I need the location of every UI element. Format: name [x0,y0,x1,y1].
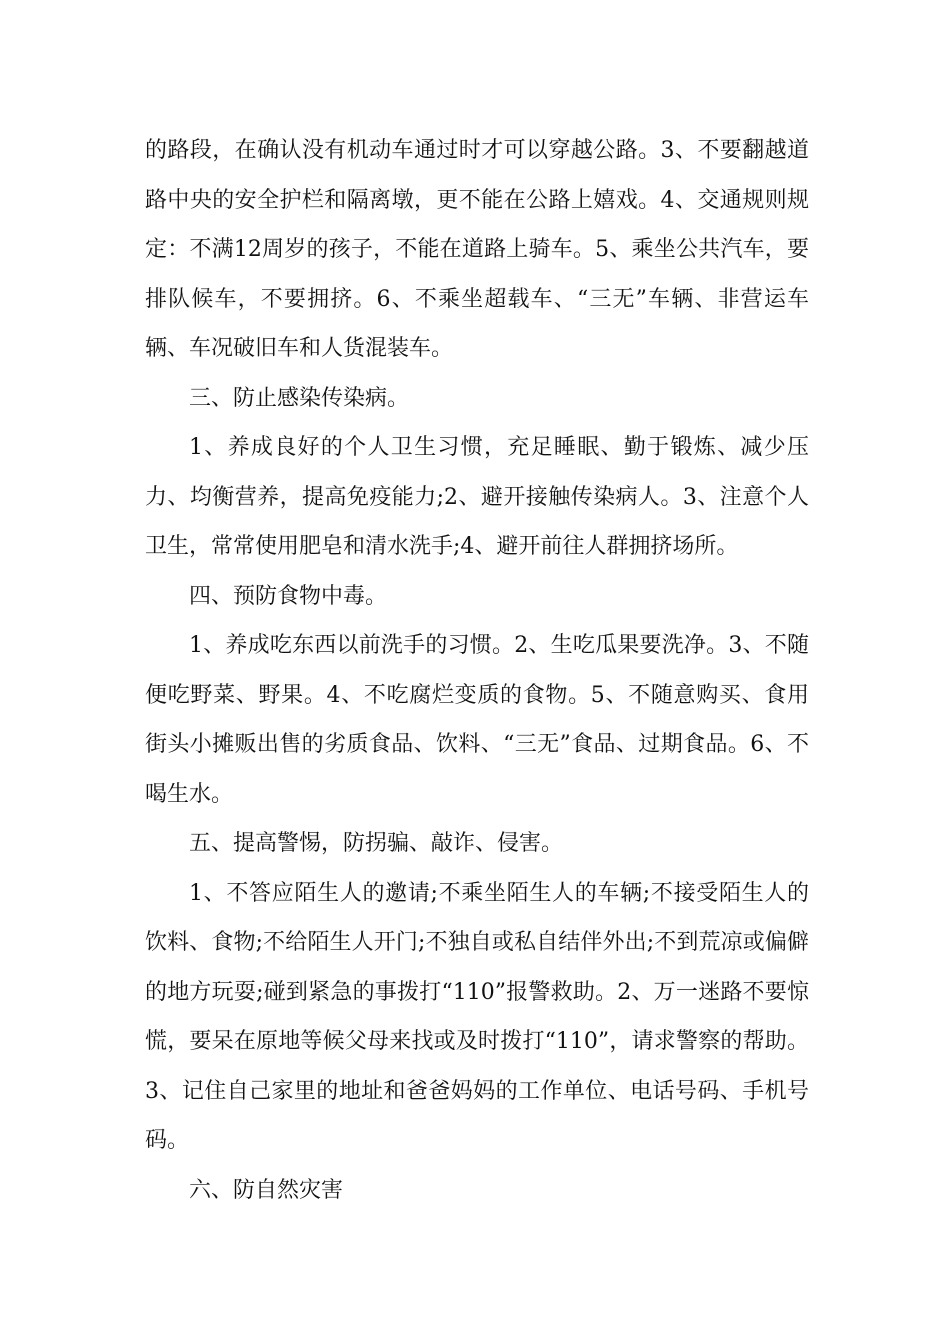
paragraph-traffic-safety-continued: 的路段，在确认没有机动车通过时才可以穿越公路。3、不要翻越道路中央的安全护栏和隔离墩，更不能在公路上嬉戏。4、交通规则规定：不满12周岁的孩子，不能在道路上骑车。5、乘坐公共汽车，要排队候车，不要拥挤。6、不乘坐超载车、“三无”车辆、非营运车辆、车况破旧车和人货混装车。 [145,138,809,361]
document-page [145,126,809,1215]
section-heading-abduction-fraud: 五、提高警惕，防拐骗、敲诈、侵害。 [189,831,564,856]
paragraph-food-poisoning: 1、养成吃东西以前洗手的习惯。2、生吃瓜果要洗净。3、不随便吃野菜、野果。4、不吃腐烂变质的食物。5、不随意购买、食用街头小摊贩出售的劣质食品、饮料、“三无”食品、过期食品。6、不喝生水。 [145,633,809,807]
section-heading-food-poisoning: 四、预防食物中毒。 [189,583,388,609]
section-heading-infectious-disease: 三、防止感染传染病。 [189,385,410,411]
paragraph-infectious-disease: 1、养成良好的个人卫生习惯，充足睡眠、勤于锻炼、减少压力、均衡营养，提高免疫能力;2、避开接触传染病人。3、注意个人卫生，常常使用肥皂和清水洗手;4、避开前往人群拥挤场所。 [145,435,809,559]
paragraph-abduction-fraud: 1、不答应陌生人的邀请;不乘坐陌生人的车辆;不接受陌生人的饮料、食物;不给陌生人开门;不独自或私自结伴外出;不到荒凉或偏僻的地方玩耍;碰到紧急的事拨打“110”报警救助。2、万一迷路不要惊慌，要呆在原地等候父母来找或及时拨打“110”，请求警察的帮助。3、记住自己家里的地址和爸爸妈妈的工作单位、电话号码、手机号码。 [145,880,809,1153]
section-heading-natural-disasters: 六、防自然灾害 [189,1177,344,1203]
